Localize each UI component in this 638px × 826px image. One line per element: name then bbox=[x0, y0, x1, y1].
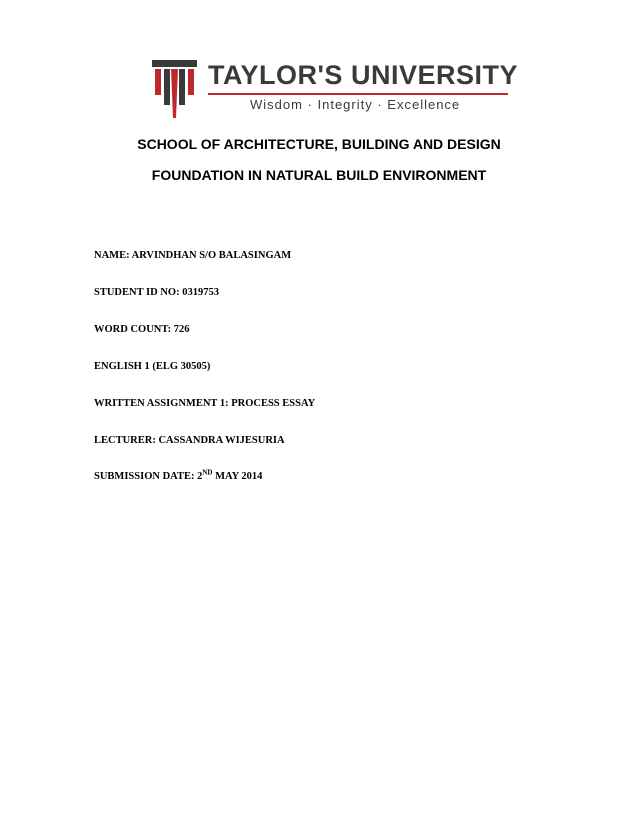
submission-date-prefix: SUBMISSION DATE: 2 bbox=[94, 471, 203, 482]
university-logo bbox=[152, 60, 518, 120]
university-tagline: Wisdom · Integrity · Excellence bbox=[250, 97, 461, 112]
word-count: WORD COUNT: 726 bbox=[94, 324, 190, 335]
submission-date bbox=[94, 468, 263, 482]
student-name: NAME: ARVINDHAN S/O BALASINGAM bbox=[94, 250, 292, 261]
course-code: ENGLISH 1 (ELG 30505) bbox=[94, 361, 211, 372]
submission-date-ordinal: ND bbox=[202, 468, 213, 477]
program-heading: FOUNDATION IN NATURAL BUILD ENVIRONMENT bbox=[151, 167, 487, 183]
assignment-title: WRITTEN ASSIGNMENT 1: PROCESS ESSAY bbox=[94, 398, 316, 409]
logo-divider bbox=[208, 93, 508, 95]
lecturer-name: LECTURER: CASSANDRA WIJESURIA bbox=[94, 435, 285, 446]
university-name: TAYLOR'S UNIVERSITY bbox=[208, 60, 518, 90]
taylors-crest-icon bbox=[152, 60, 197, 118]
school-heading: SCHOOL OF ARCHITECTURE, BUILDING AND DESIGN bbox=[137, 136, 501, 152]
student-id: STUDENT ID NO: 0319753 bbox=[94, 287, 219, 298]
submission-date-suffix: MAY 2014 bbox=[212, 471, 263, 482]
